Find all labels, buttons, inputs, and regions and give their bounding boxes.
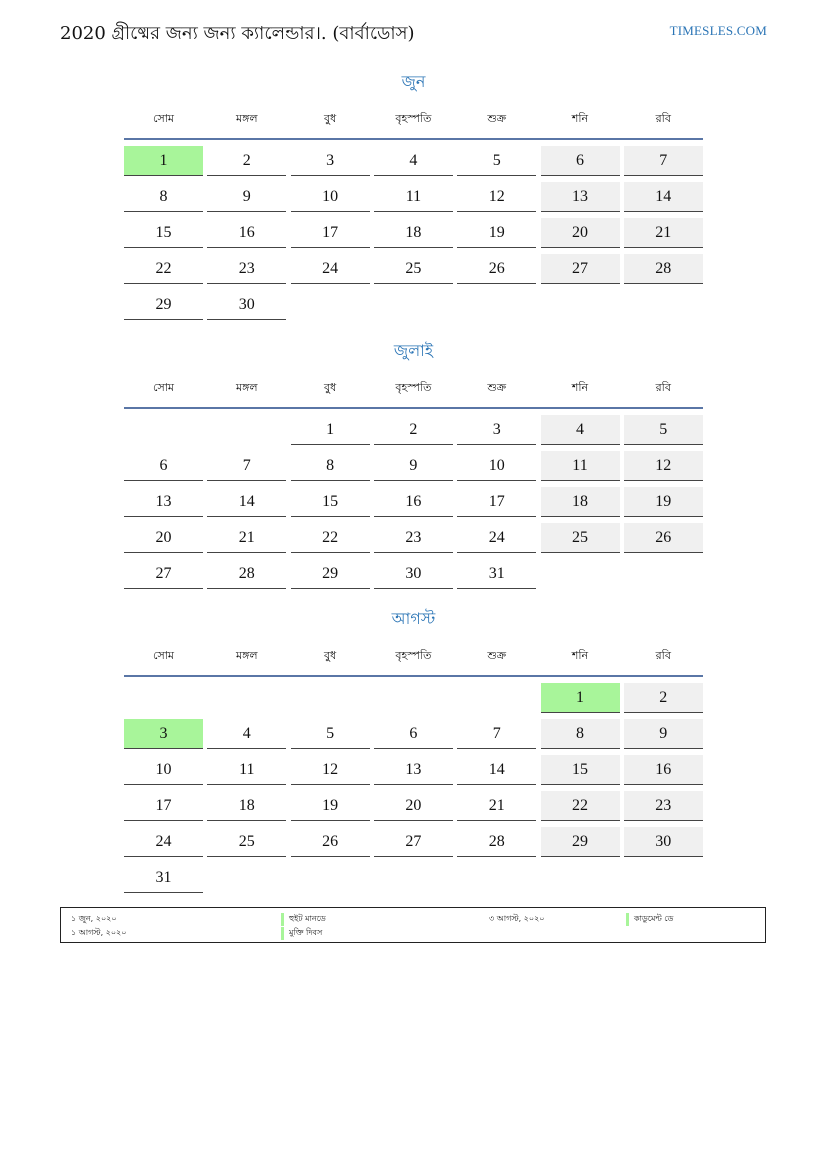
- day-cell: 19: [291, 791, 370, 821]
- weekday-label: শুক্র: [487, 112, 507, 125]
- day-cell: 30: [374, 559, 453, 589]
- day-cell: 15: [541, 755, 620, 785]
- weekday-label: রবি: [655, 381, 671, 394]
- weekday-header: [124, 100, 703, 140]
- day-cell: 21: [207, 523, 286, 553]
- day-cell: 31: [124, 863, 203, 893]
- day-cell: 19: [457, 218, 536, 248]
- weekday-label: শুক্র: [487, 381, 507, 394]
- day-cell: 17: [291, 218, 370, 248]
- month-title: আগস্ট: [391, 609, 436, 628]
- month-title: জুলাই: [393, 341, 434, 360]
- day-cell: 14: [624, 182, 703, 212]
- day-grid: [124, 409, 703, 595]
- weekday-label: শনি: [571, 381, 589, 394]
- weekday-header: [124, 369, 703, 409]
- page-title: 2020 গ্রীষ্মের জন্য জন্য ক্যালেন্ডার।. (বার্বাডোস): [60, 23, 415, 44]
- day-cell: 14: [207, 487, 286, 517]
- day-cell: 24: [457, 523, 536, 553]
- day-cell: 12: [291, 755, 370, 785]
- day-cell: 15: [291, 487, 370, 517]
- legend-date: ১ আগস্ট, ২০২০: [71, 928, 127, 937]
- weekday-label: বৃহস্পতি: [395, 649, 432, 662]
- day-cell: 8: [124, 182, 203, 212]
- weekday-label: বুধ: [323, 381, 337, 394]
- day-cell: 1: [291, 415, 370, 445]
- weekday-label: সোম: [152, 649, 175, 662]
- month-title: জুন: [401, 72, 426, 91]
- day-cell: 5: [291, 719, 370, 749]
- day-cell: 4: [207, 719, 286, 749]
- weekday-label: মঙ্গল: [235, 112, 258, 125]
- weekday-label: সোম: [152, 381, 175, 394]
- day-cell: 21: [624, 218, 703, 248]
- day-cell: 8: [291, 451, 370, 481]
- day-cell: 11: [207, 755, 286, 785]
- day-cell: 6: [541, 146, 620, 176]
- day-cell: 16: [207, 218, 286, 248]
- day-cell: 2: [374, 415, 453, 445]
- month-calendar: [124, 70, 703, 326]
- weekday-label: বুধ: [323, 112, 337, 125]
- weekday-label: বুধ: [323, 649, 337, 662]
- month-calendar: [124, 607, 703, 899]
- day-cell: 25: [374, 254, 453, 284]
- day-cell: 17: [124, 791, 203, 821]
- day-cell: 2: [624, 683, 703, 713]
- weekday-label: মঙ্গল: [235, 381, 258, 394]
- month-calendar: [124, 339, 703, 595]
- day-cell: 4: [374, 146, 453, 176]
- day-cell: 18: [541, 487, 620, 517]
- day-cell: 20: [124, 523, 203, 553]
- day-cell: 5: [624, 415, 703, 445]
- day-cell: 28: [624, 254, 703, 284]
- day-cell: 13: [541, 182, 620, 212]
- weekday-label: রবি: [655, 112, 671, 125]
- day-cell: 14: [457, 755, 536, 785]
- day-cell: 11: [541, 451, 620, 481]
- day-cell: 25: [207, 827, 286, 857]
- legend-holiday-name: কাডুমেন্ট ডে: [626, 913, 673, 926]
- day-cell: 3: [291, 146, 370, 176]
- weekday-label: বৃহস্পতি: [395, 381, 432, 394]
- day-cell: 26: [457, 254, 536, 284]
- weekday-label: শনি: [571, 649, 589, 662]
- day-cell: 19: [624, 487, 703, 517]
- weekday-header: [124, 637, 703, 677]
- day-cell: 21: [457, 791, 536, 821]
- day-grid: [124, 140, 703, 326]
- day-cell: 13: [124, 487, 203, 517]
- day-cell: 30: [624, 827, 703, 857]
- day-cell: 20: [541, 218, 620, 248]
- day-cell: 9: [624, 719, 703, 749]
- day-cell: 30: [207, 290, 286, 320]
- day-cell: 9: [374, 451, 453, 481]
- day-cell: 26: [624, 523, 703, 553]
- day-cell: 1: [124, 146, 203, 176]
- day-cell: 11: [374, 182, 453, 212]
- legend-holiday-name: মুক্তি দিবস: [281, 927, 322, 940]
- day-cell: 17: [457, 487, 536, 517]
- weekday-label: রবি: [655, 649, 671, 662]
- holiday-legend: [60, 907, 766, 943]
- day-cell: 27: [374, 827, 453, 857]
- day-cell: 13: [374, 755, 453, 785]
- day-cell: 18: [374, 218, 453, 248]
- day-cell: 29: [291, 559, 370, 589]
- day-cell: 24: [291, 254, 370, 284]
- day-cell: 22: [541, 791, 620, 821]
- day-cell: 25: [541, 523, 620, 553]
- day-cell: 23: [374, 523, 453, 553]
- day-cell: 3: [457, 415, 536, 445]
- day-cell: 10: [457, 451, 536, 481]
- day-cell: 10: [124, 755, 203, 785]
- day-cell: 22: [291, 523, 370, 553]
- day-cell: 18: [207, 791, 286, 821]
- day-cell: 4: [541, 415, 620, 445]
- day-cell: 10: [291, 182, 370, 212]
- day-cell: 12: [624, 451, 703, 481]
- day-cell: 28: [207, 559, 286, 589]
- weekday-label: শুক্র: [487, 649, 507, 662]
- day-cell: 1: [541, 683, 620, 713]
- site-link[interactable]: TIMESLES.COM: [669, 23, 767, 38]
- weekday-label: মঙ্গল: [235, 649, 258, 662]
- day-cell: 23: [207, 254, 286, 284]
- day-cell: 23: [624, 791, 703, 821]
- legend-holiday-name: হুইট মানডে: [281, 913, 326, 926]
- weekday-label: বৃহস্পতি: [395, 112, 432, 125]
- day-cell: 20: [374, 791, 453, 821]
- day-cell: 6: [124, 451, 203, 481]
- day-cell: 2: [207, 146, 286, 176]
- weekday-label: শনি: [571, 112, 589, 125]
- day-cell: 16: [624, 755, 703, 785]
- day-cell: 9: [207, 182, 286, 212]
- day-cell: 27: [541, 254, 620, 284]
- day-cell: 22: [124, 254, 203, 284]
- day-cell: 8: [541, 719, 620, 749]
- day-cell: 7: [207, 451, 286, 481]
- day-grid: [124, 677, 703, 899]
- day-cell: 29: [541, 827, 620, 857]
- day-cell: 12: [457, 182, 536, 212]
- day-cell: 3: [124, 719, 203, 749]
- day-cell: 7: [457, 719, 536, 749]
- day-cell: 7: [624, 146, 703, 176]
- day-cell: 16: [374, 487, 453, 517]
- legend-date: ১ জুন, ২০২০: [71, 914, 117, 923]
- day-cell: 24: [124, 827, 203, 857]
- weekday-label: সোম: [152, 112, 175, 125]
- day-cell: 29: [124, 290, 203, 320]
- day-cell: 15: [124, 218, 203, 248]
- day-cell: 27: [124, 559, 203, 589]
- day-cell: 26: [291, 827, 370, 857]
- legend-date: ৩ আগস্ট, ২০২০: [489, 914, 545, 923]
- day-cell: 31: [457, 559, 536, 589]
- day-cell: 5: [457, 146, 536, 176]
- day-cell: 6: [374, 719, 453, 749]
- day-cell: 28: [457, 827, 536, 857]
